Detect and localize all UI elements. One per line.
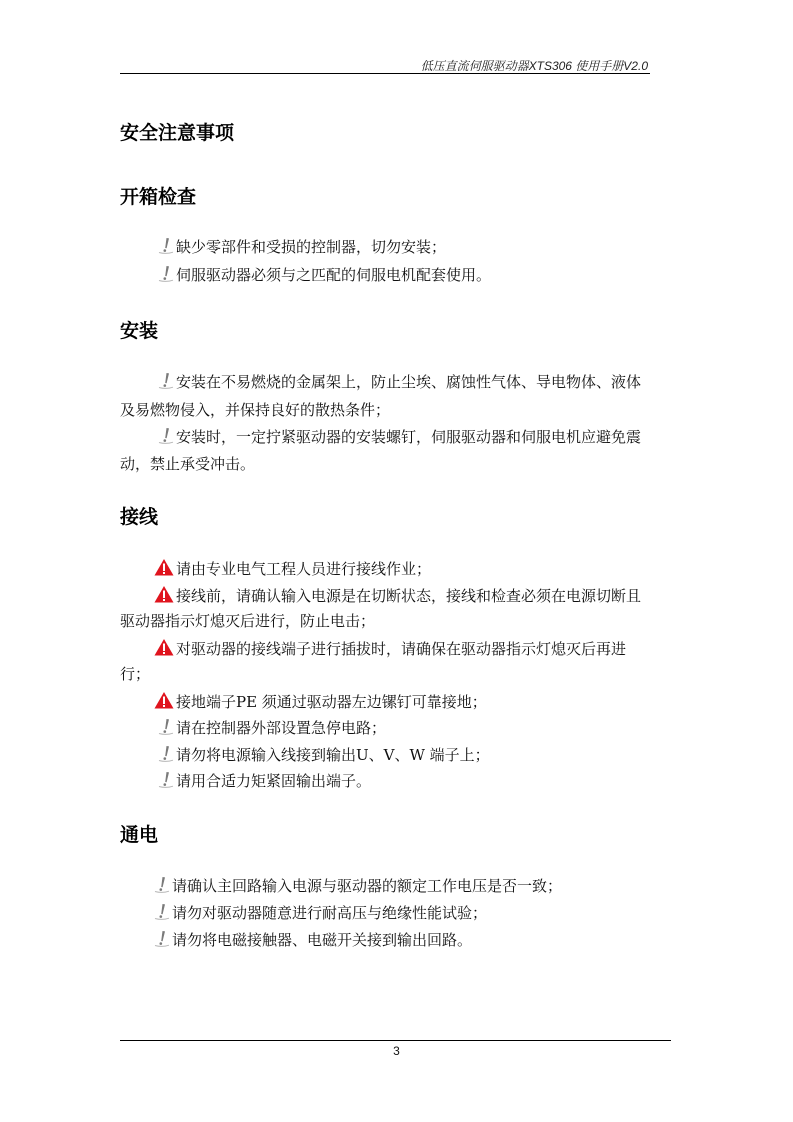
warning-triangle-icon xyxy=(154,558,174,576)
warning-triangle-icon xyxy=(154,585,174,603)
list-item: 请确认主回路输入电源与驱动器的额定工作电压是否一致； xyxy=(154,876,562,896)
list-item: 接线前，请确认输入电源是在切断状态，接线和检查必须在电源切断且 xyxy=(154,585,641,606)
section-title-wiring: 接线 xyxy=(120,506,159,528)
warning-triangle-icon xyxy=(154,638,174,656)
list-item: 请在控制器外部设置急停电路； xyxy=(158,718,386,738)
exclamation-icon xyxy=(158,237,174,254)
list-item: 对驱动器的接线端子进行插拔时，请确保在驱动器指示灯熄灭后再进 xyxy=(154,638,626,659)
list-item: 请勿将电源输入线接到输出U、V、W 端子上； xyxy=(158,745,490,765)
exclamation-icon xyxy=(158,372,174,389)
section-title-unboxing: 开箱检查 xyxy=(120,186,197,208)
list-item: 伺服驱动器必须与之匹配的伺服电机配套使用。 xyxy=(158,265,491,285)
section-title-install: 安装 xyxy=(120,320,159,342)
list-item: 请勿将电磁接触器、电磁开关接到输出回路。 xyxy=(154,930,472,950)
header-rule xyxy=(120,73,650,74)
list-item: 安装时，一定拧紧驱动器的安装螺钉，伺服驱动器和伺服电机应避免震 xyxy=(158,427,641,447)
list-item-continuation: 动，禁止承受冲击。 xyxy=(120,455,256,473)
page-title: 安全注意事项 xyxy=(120,122,235,144)
exclamation-icon xyxy=(158,745,174,762)
header-title: 低压直流伺服驱动器XTS306 使用手册V2.0 xyxy=(420,59,648,73)
list-item-continuation: 行； xyxy=(120,665,151,683)
list-item-continuation: 驱动器指示灯熄灭后进行，防止电击； xyxy=(120,612,376,630)
exclamation-icon xyxy=(158,427,174,444)
list-item: 安装在不易燃烧的金属架上，防止尘埃、腐蚀性气体、导电物体、液体 xyxy=(158,372,641,392)
exclamation-icon xyxy=(154,930,170,947)
exclamation-icon xyxy=(154,903,170,920)
list-item: 请用合适力矩紧固输出端子。 xyxy=(158,771,371,791)
exclamation-icon xyxy=(158,771,174,788)
page-number: 3 xyxy=(393,1044,400,1058)
list-item-continuation: 及易燃物侵入，并保持良好的散热条件； xyxy=(120,401,391,419)
list-item: 缺少零部件和受损的控制器，切勿安装； xyxy=(158,237,446,257)
section-title-power: 通电 xyxy=(120,824,159,846)
exclamation-icon xyxy=(154,876,170,893)
list-item: 请勿对驱动器随意进行耐高压与绝缘性能试验； xyxy=(154,903,487,923)
exclamation-icon xyxy=(158,718,174,735)
list-item: 请由专业电气工程人员进行接线作业； xyxy=(154,558,431,579)
list-item: 接地端子PE 须通过驱动器左边镙钉可靠接地； xyxy=(154,691,487,712)
warning-triangle-icon xyxy=(154,691,174,709)
footer-rule xyxy=(120,1040,671,1041)
exclamation-icon xyxy=(158,265,174,282)
